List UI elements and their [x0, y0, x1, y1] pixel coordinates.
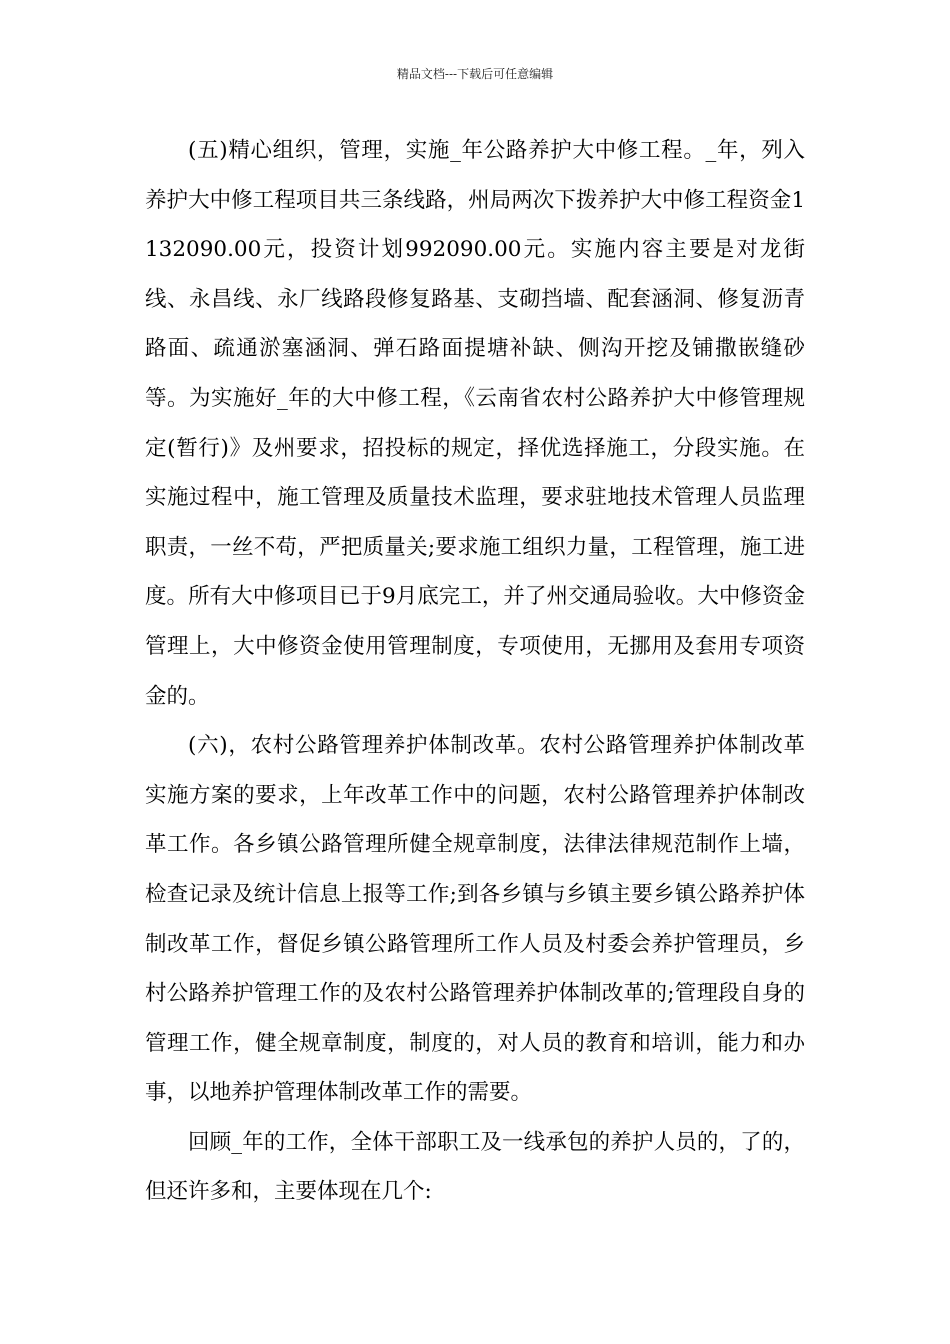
page-header: 精品文档---下载后可任意编辑	[396, 67, 554, 81]
paragraph-maintenance-projects: (五)精心组织，管理，实施_年公路养护大中修工程。_年，列入养护大中修工程项目共三条线路，州局两次下拨养护大中修工程资金1132090.00元，投资计划992090.00元。实施内容主要是对龙街线、永昌线、永厂线路段修复路基、支砌挡墙、配套涵洞、修复沥青路面、疏通淤塞涵洞、弹石路面提塘补缺、侧沟开挖及铺撒嵌缝砂等。为实施好_年的大中修工程，《云南省农村公路养护大中修管理规定(暂行)》及州要求，招投标的规定，择优选择施工，分段实施。在实施过程中，施工管理及质量技术监理，要求驻地技术管理人员监理职责，一丝不苟，严把质量关;要求施工组织力量，工程管理，施工进度。所有大中修项目已于9月底完工，并了州交通局验收。大中修资金管理上，大中修资金使用管理制度，专项使用，无挪用及套用专项资金的。	[145, 138, 805, 709]
paragraph-system-reform: (六)，农村公路管理养护体制改革。农村公路管理养护体制改革实施方案的要求，上年改革工作中的问题，农村公路管理养护体制改革工作。各乡镇公路管理所健全规章制度，法律法律规范制作上墙，检查记录及统计信息上报等工作;到各乡镇与乡镇主要乡镇公路养护体制改革工作，督促乡镇公路管理所工作人员及村委会养护管理员，乡村公路养护管理工作的及农村公路管理养护体制改革的;管理段自身的管理工作，健全规章制度，制度的，对人员的教育和培训，能力和办事，以地养护管理体制改革工作的需要。	[145, 733, 805, 1106]
document-body	[145, 126, 805, 1217]
paragraph-review: 回顾_年的工作，全体干部职工及一线承包的养护人员的，了的，但还许多和，主要体现在几个:	[145, 1129, 805, 1205]
